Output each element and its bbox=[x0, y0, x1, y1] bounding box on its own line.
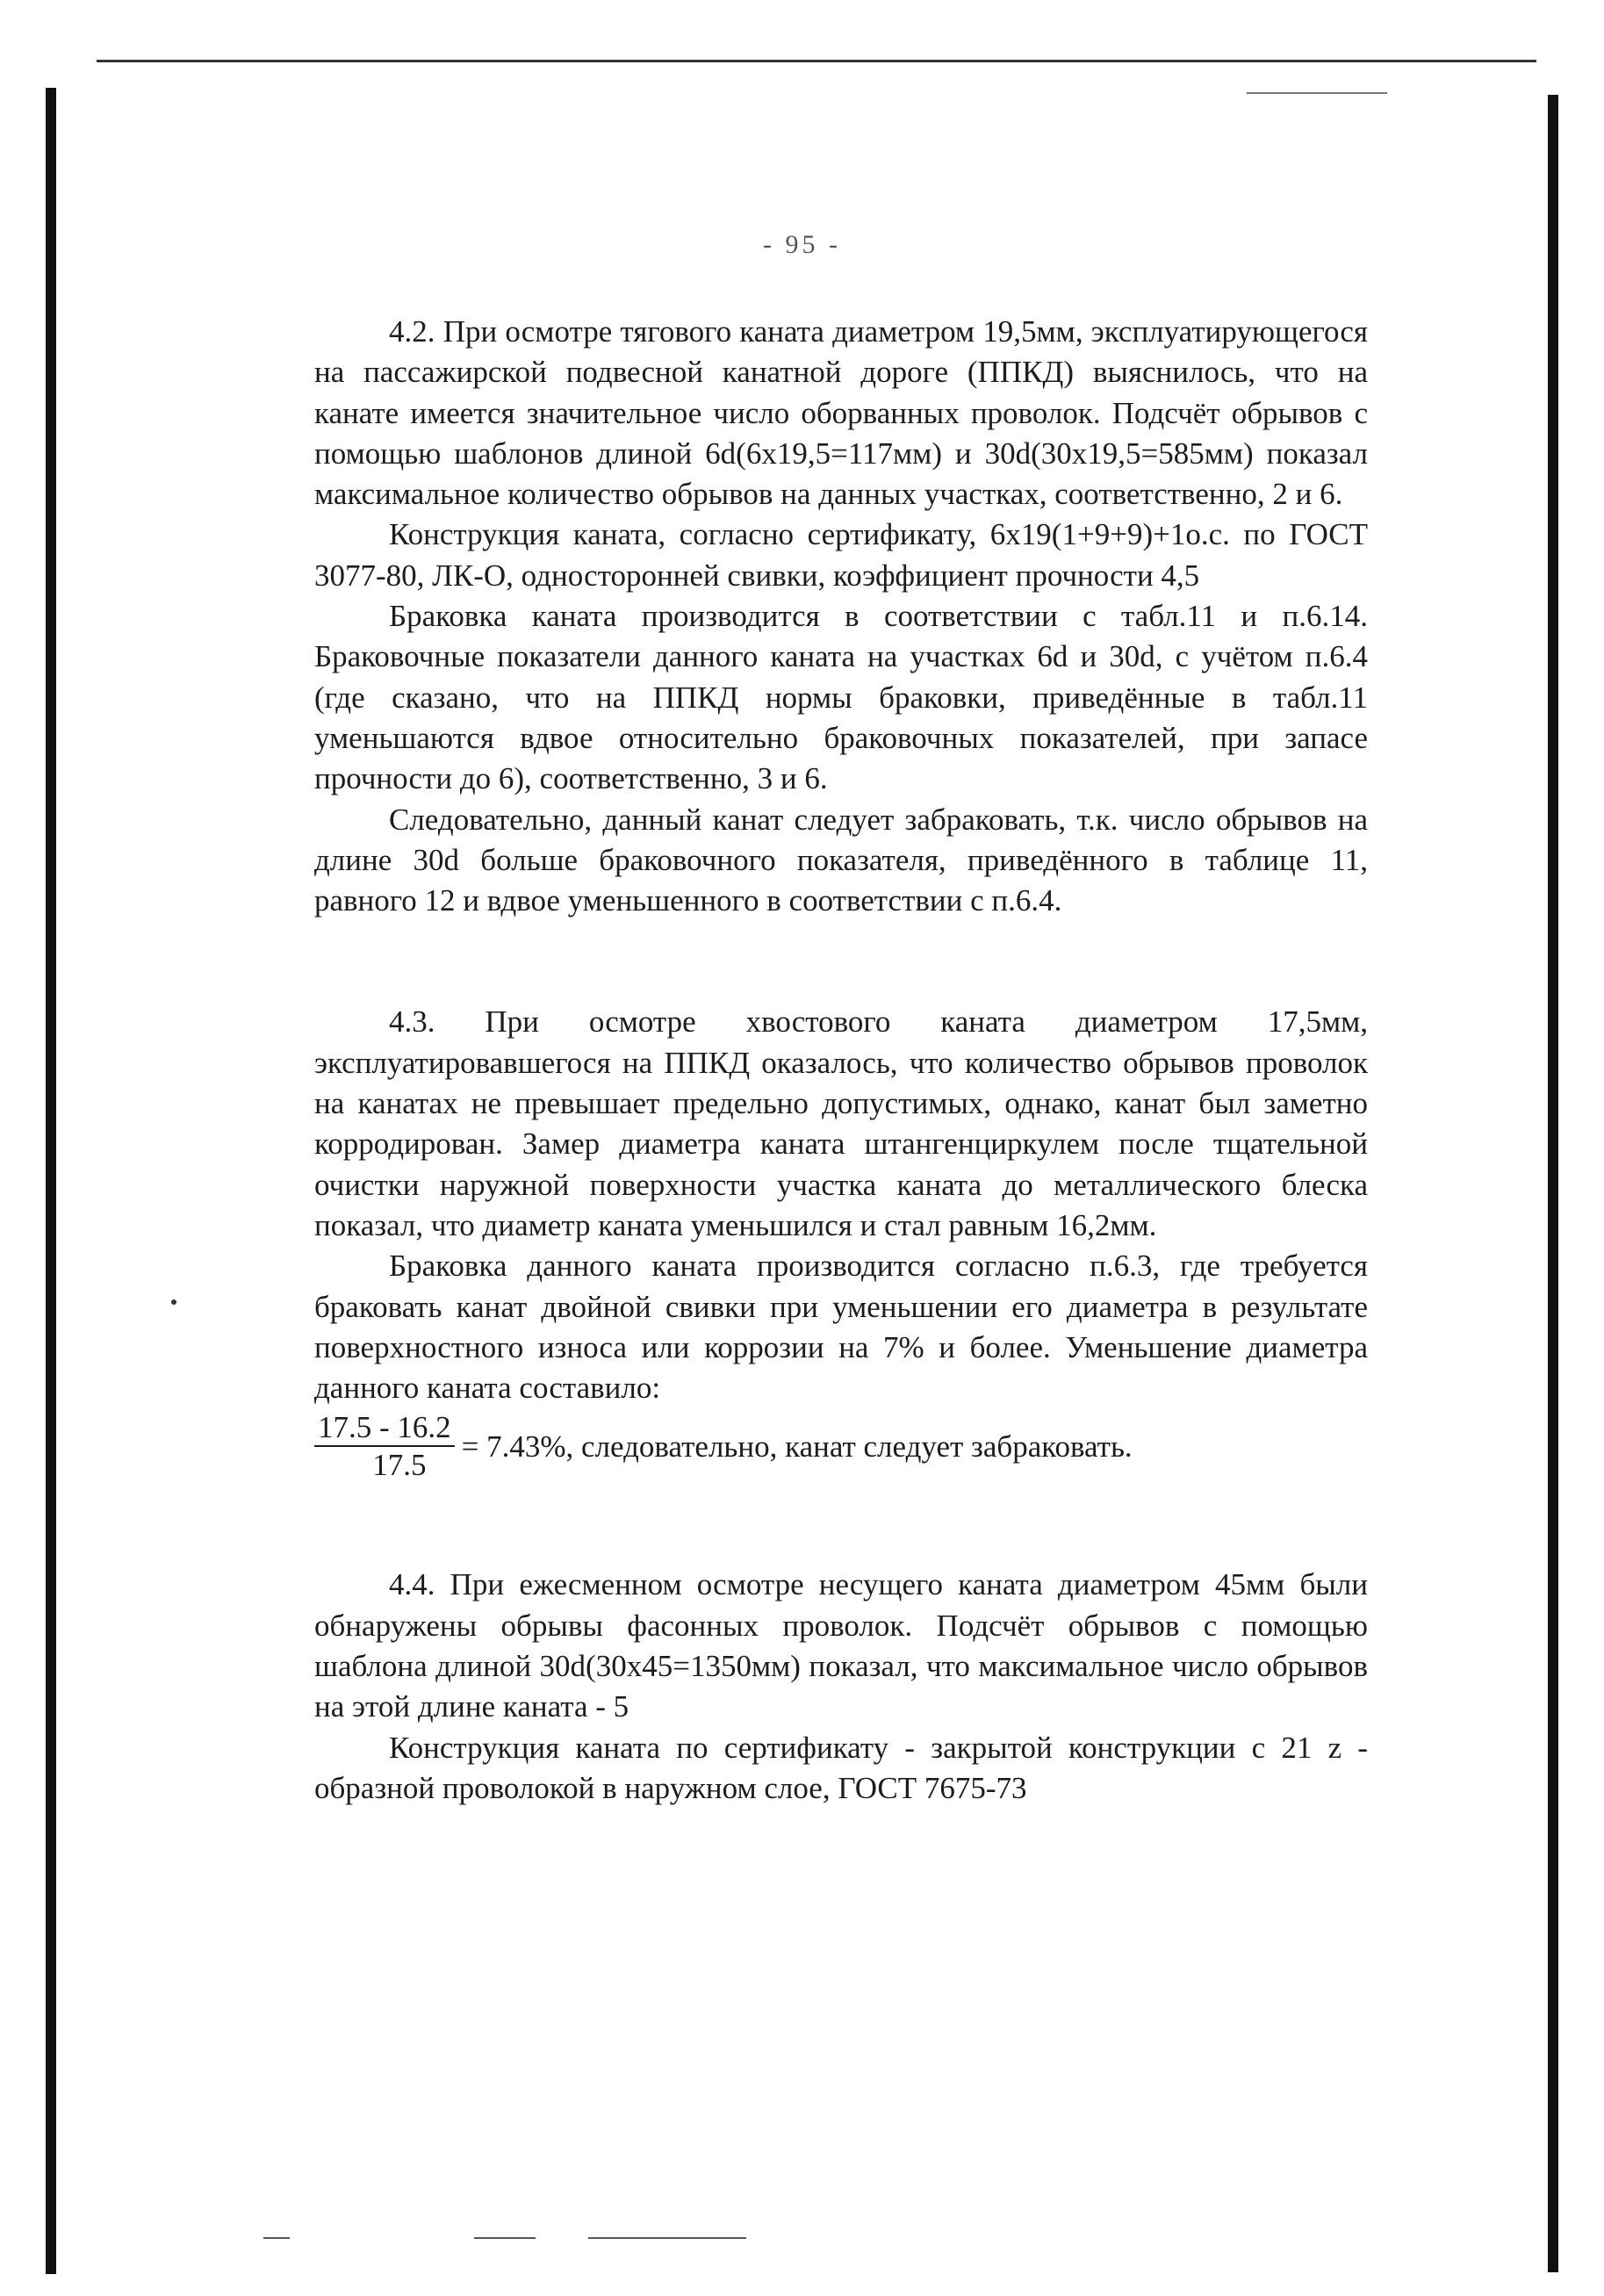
paragraph: Следовательно, данный канат следует забраковать, т.к. число обрывов на длине 30d больше браковочного показателя, приведённого в таблице 11, равного 12 и вдвое уменьшенного в соответствии с п.6.4. bbox=[314, 802, 1368, 918]
scan-speck bbox=[171, 1299, 176, 1305]
scan-bottom-dash bbox=[588, 2237, 746, 2239]
formula-fraction bbox=[314, 1410, 455, 1484]
formula-numerator: 17.5 - 16.2 bbox=[314, 1410, 455, 1447]
paragraph: Браковка данного каната производится согласно п.6.3, где требуется браковать канат двойной свивки при уменьшении его диаметра в результате поверхностного износа или коррозии на 7% и более. Уменьшение диаметра данного каната составило: bbox=[314, 1249, 1368, 1406]
paragraph: 4.3. При осмотре хвостового каната диаметром 17,5мм, эксплуатировавшегося на ППКД оказалось, что количество обрывов проволок на канатах не превышает предельно допустимых, однако, канат был заметно корродирован. Замер диаметра каната штангенциркулем после тщательной очистки наружной поверхности участка каната до металлического блеска показал, что диаметр каната уменьшился и стал равным 16,2мм. bbox=[314, 1004, 1368, 1242]
document-body bbox=[314, 312, 1368, 1809]
scan-top-rule bbox=[97, 60, 1536, 62]
scan-bottom-dash bbox=[474, 2237, 536, 2239]
scan-left-edge bbox=[46, 88, 56, 2274]
paragraph: Конструкция каната по сертификату - закрытой конструкции с 21 z - образной проволокой в наружном слое, ГОСТ 7675-73 bbox=[314, 1730, 1368, 1805]
page-number: - 95 - bbox=[763, 230, 841, 259]
scan-right-edge bbox=[1548, 95, 1558, 2272]
section-4-2 bbox=[314, 312, 1368, 921]
paragraph: Конструкция каната, согласно сертификату, 6х19(1+9+9)+1о.с. по ГОСТ 3077-80, ЛК-О, односторонней свивки, коэффициент прочности 4,5 bbox=[314, 517, 1368, 593]
section-4-3 bbox=[314, 1002, 1368, 1484]
scan-top-rule-short bbox=[1247, 92, 1387, 94]
diameter-reduction-formula bbox=[314, 1410, 1368, 1484]
formula-denominator: 17.5 bbox=[372, 1448, 427, 1483]
paragraph: Браковка каната производится в соответствии с табл.11 и п.6.14. Браковочные показатели данного каната на участках 6d и 30d, с учётом п.6.4 (где сказано, что на ППКД нормы браковки, приведённые в табл.11 уменьшаются вдвое относительно браковочных показателей, при запасе прочности до 6), соответственно, 3 и 6. bbox=[314, 599, 1368, 796]
section-4-4 bbox=[314, 1565, 1368, 1809]
formula-result: = 7.43%, следовательно, канат следует забраковать. bbox=[461, 1429, 1133, 1465]
paragraph: 4.2. При осмотре тягового каната диаметром 19,5мм, эксплуатирующегося на пассажирской подвесной канатной дороге (ППКД) выяснилось, что на канате имеется значительное число оборванных проволок. Подсчёт обрывов с помощью шаблонов длиной 6d(6х19,5=117мм) и 30d(30х19,5=585мм) показал максимальное количество обрывов на данных участках, соответственно, 2 и 6. bbox=[314, 314, 1368, 512]
scan-bottom-dash bbox=[263, 2237, 290, 2239]
paragraph: 4.4. При ежесменном осмотре несущего каната диаметром 45мм были обнаружены обрывы фасонных проволок. Подсчёт обрывов с помощью шаблона длиной 30d(30х45=1350мм) показал, что максимальное число обрывов на этой длине каната - 5 bbox=[314, 1567, 1368, 1724]
